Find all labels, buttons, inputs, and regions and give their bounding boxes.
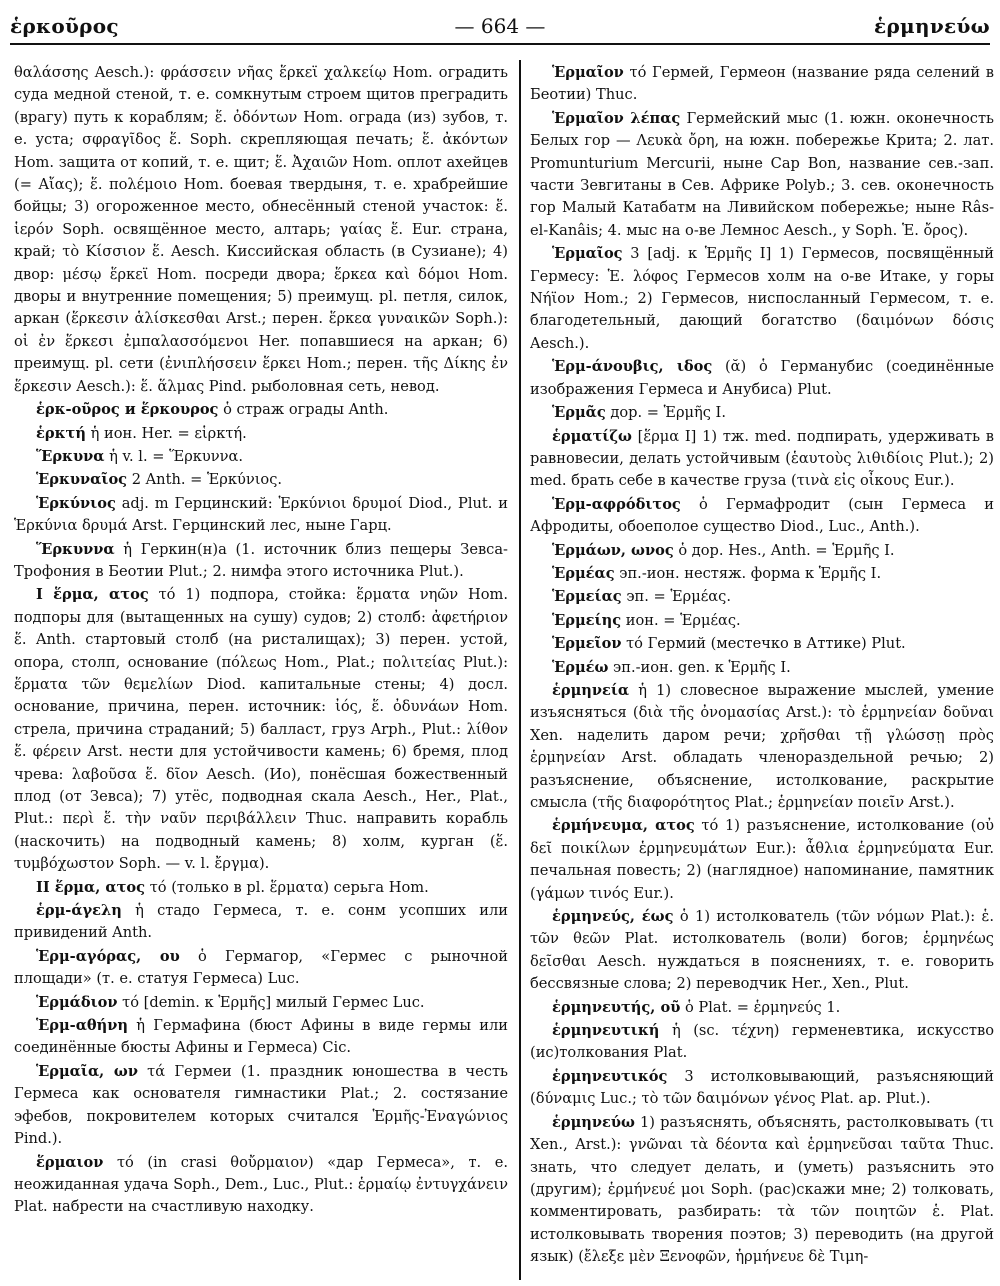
entry-definition: 3 истолковывающий, разъясняющий (δύναμις Luc.; τὸ τῶν δαιμόνων γένος Plat. ap. Plut.). (530, 1067, 994, 1108)
dictionary-entry (14, 1015, 508, 1060)
entry-lemma: ἑρμηνευτική (552, 1022, 660, 1040)
dictionary-entry (530, 563, 994, 585)
entry-definition: 2 Anth. = Ἑρκύνιος. (127, 471, 283, 489)
entry-definition: эп.-ион. нестяж. форма к Ἑρμῆς I. (614, 564, 882, 582)
page-number: — 664 — (454, 14, 546, 38)
entry-lemma: ἑρμηνευτικός (552, 1067, 668, 1085)
dictionary-entry (14, 1152, 508, 1219)
entry-definition: ὁ страж ограды Anth. (218, 401, 389, 419)
dictionary-entry (530, 906, 994, 996)
entry-definition: Гермейский мыс (1. южн. оконечность Белых гор — Λευκὰ ὄρη, на южн. побережье Крита; 2. лат. Promunturium Mercurii, ныне Cap Bon, название сев.-зап. части Зевгитаны в Сев. Африке Polyb.; 3. сев. оконечность гор Малый Катабатм на Ливийском побережье; ныне Râs-el-Kanâis; 4. мыс на о-ве Лемнос Aesch., у Soph. Ἑ. ὄρος). (530, 109, 994, 239)
dictionary-entry (530, 997, 994, 1019)
entry-definition: adj. m Герцинский: Ἑρκύνιοι δρυμοί Diod., Plut. и Ἑρκύνια δρυμά Arst. Герцинский лес, ныне Гарц. (14, 494, 508, 535)
entry-lemma: Ἑρμάων, ωνος (552, 541, 674, 559)
dictionary-entry (14, 493, 508, 538)
entry-definition: ἡ ион. Her. = εἱρκτή. (85, 424, 247, 442)
entry-definition: ἡ Геркин(н)а (1. источник близ пещеры Зевса-Трофония в Беотии Plut.; 2. нимфа этого источника Plut.). (14, 540, 508, 580)
entry-definition: τά Гермеи (1. праздник юношества в честь Гермеса как основателя гимнастики Plat.; 2. состязание эфебов, покровителем которых считался Ἑρμῆς-Ἐναγώνιος Pind.). (14, 1062, 508, 1148)
dictionary-entry (530, 815, 994, 905)
entry-definition: τό (in crasi θοὔρμαιον) «дар Гермеса», т. е. неожиданная удача Soph., Dem., Luc., Plut.: ἑρμαίῳ ἐντυγχάνειν Plat. набрести на счастливую находку. (14, 1153, 508, 1216)
entry-definition: ἡ Гермафина (бюст Афины в виде гермы или соединённые бюсты Афины и Гермеса) Cic. (14, 1017, 508, 1057)
header-rule (10, 43, 990, 45)
entry-definition: эп.-ион. gen. к Ἑρμῆς I. (608, 658, 791, 676)
entry-definition: τό (только в pl. ἕρματα) серьга Hom. (145, 878, 429, 896)
entry-lemma: ἑρμηνεύς, έως (552, 908, 674, 926)
entry-definition: τό [demin. к Ἑρμῆς] милый Гермес Luc. (117, 993, 425, 1011)
entry-lemma: Ἑρμ-αθήνη (36, 1017, 129, 1035)
entry-lemma: Ἕρκυνα (36, 447, 105, 465)
dictionary-entry (530, 402, 994, 424)
entry-lemma: ἑρκ-οῦρος и ἕρκουρος (36, 401, 219, 419)
dictionary-entry (530, 494, 994, 539)
right-column (530, 62, 994, 1280)
entry-lemma: ἑρμ-άγελη (36, 902, 122, 920)
dictionary-entry (530, 62, 994, 107)
entry-definition: ὁ Гермафродит (сын Гермеса и Афродиты, обоеполое существо Diod., Luc., Anth.). (530, 495, 994, 536)
dictionary-entry (530, 426, 994, 493)
dictionary-entry (14, 946, 508, 991)
entry-definition: [ἕρμα I] 1) тж. med. подпирать, удерживать в равновесии, делать устойчивым (ἑαυτοὺς λιθιδίοις Plut.); 2) med. брать себе в качестве груза (τινὰ εἰς οἶκους Eur.). (530, 427, 994, 490)
dictionary-entry (14, 584, 508, 875)
entry-definition: ἡ v. l. = Ἕρκυννα. (104, 447, 244, 465)
entry-definition: ὁ Plat. = ἑρμηνεύς 1. (680, 998, 841, 1016)
entry-definition: ἡ стадо Гермеса, т. е. сонм усопших или привидений Anth. (14, 902, 508, 942)
entry-lemma: I ἕρμα, ατος (36, 586, 149, 604)
entry-lemma: Ἑρμείης (552, 611, 622, 629)
entry-lemma: ἑρματίζω (552, 427, 632, 445)
dictionary-entry (530, 108, 994, 242)
entry-lemma: ἑρμηνεύω (552, 1113, 635, 1131)
dictionary-entry (530, 633, 994, 655)
entry-definition: θαλάσσης Aesch.): φράσσειν νῆας ἕρκεϊ χαλκείῳ Hom. оградить суда медной стеной, т. е. сомкнутым строем щитов преградить (врагу) путь к кораблям; ἕ. ὀδόντων Hom. ограда (из) зубов, т. е. уста; σφραγῖδος ἕ. Soph. скрепляющая печать; ἕ. ἀκόντων Hom. защита от копий, т. е. щит; ἕ. Ἀχαιῶν Hom. оплот ахейцев (= Αἴας); ἕ. πολέμοιο Hom. боевая твердыня, т. е. храбрейшие бойцы; 3) огороженное место, обнесённый стеной участок: ἕ. ἱερόν Soph. освящённое место, алтарь; γαίας ἕ. Eur. страна, край; τὸ Κίσσιον ἕ. Aesch. Киссийская область (в Сузиане); 4) двор: μέσῳ ἕρκεϊ Hom. посреди двора; ἕρκεα καὶ δόμοι Hom. дворы и внутренние помещения; 5) преимущ. pl. петля, силок, аркан (ἕρκεσιν ἁλίσκεσθαι Arst.; перен. ἕρκεα γυναικῶν Soph.): οἱ ἐν ἕρκεσι ἐμπαλασσόμενοι Her. попавшиеся на аркан; 6) преимущ. pl. сети (ἐνιπλήσσειν ἕρκει Hom.; перен. τῆς Δίκης ἐν ἕρκεσιν Aesch.): ἕ. ἅλμας Pind. рыболовная сеть, невод. (14, 64, 508, 395)
entry-lemma: Ἑρμαῖα, ων (36, 1062, 138, 1080)
left-running-headword: ἑρκοῦρος (10, 14, 119, 38)
dictionary-entry (14, 469, 508, 491)
entry-lemma: Ἑρμαῖον λέπας (552, 109, 681, 127)
dictionary-entry (14, 1061, 508, 1151)
right-running-headword: ἑρμηνεύω (874, 14, 990, 38)
dictionary-entry (14, 877, 508, 899)
dictionary-entry (14, 446, 508, 468)
entry-lemma: ἑρκτή (36, 424, 86, 442)
dictionary-entry (530, 1066, 994, 1111)
entry-lemma: Ἑρμᾶς (552, 404, 606, 422)
entry-lemma: Ἑρκυναῖος (36, 471, 128, 489)
dictionary-entry (14, 539, 508, 584)
entry-lemma: Ἑρμαῖος (552, 245, 623, 263)
entry-definition: τό 1) разъяснение, истолкование (οὐ δεῖ ποικίλων ἑρμηνευμάτων Eur.): ἆθλια ἑρμηνεύματα Eur. печальная повесть; 2) (наглядное) напоминание, памятник (γάμων τινός Eur.). (530, 817, 994, 902)
entry-definition: (ᾰ) ὁ Германубис (соединённые изображения Гермеса и Анубиса) Plut. (530, 358, 994, 398)
dictionary-entry (530, 657, 994, 679)
dictionary-entry (14, 992, 508, 1014)
entry-lemma: ἑρμηνευτής, οῦ (552, 998, 681, 1016)
entry-definition: эп. = Ἑρμέας. (621, 588, 731, 606)
entry-lemma: Ἑρμεῖον (552, 635, 622, 653)
dictionary-entry (530, 586, 994, 608)
dictionary-entry (14, 399, 508, 421)
entry-definition: ὁ 1) истолкователь (τῶν νόμων Plat.): ἑ. τῶν θεῶν Plat. истолкователь (воли) богов; ἑρμηνέως δεῖσθαι Aesch. нуждаться в пояснениях, т. е. говорить бессвязные слова; 2) переводчик Her., Xen., Plut. (530, 908, 994, 993)
entry-lemma: Ἑρμέας (552, 564, 615, 582)
dictionary-entry (14, 900, 508, 945)
entry-lemma: Ἑρμείας (552, 588, 622, 606)
dictionary-entry (530, 1112, 994, 1269)
dictionary-entry (530, 540, 994, 562)
dictionary-entry (530, 356, 994, 401)
entry-definition: τό 1) подпора, стойка: ἕρματα νηῶν Hom. подпоры для (вытащенных на сушу) судов; 2) столб: ἀφετήριον ἕ. Anth. стартовый столб (на ристалищах); 3) перен. устой, опора, столп, основание (πόλεως Hom., Plat.; πολιτείας Plut.): ἕρματα τῶν θεμελίων Diod. капитальные стены; 4) досл. основание, причина, перен. источник: ἰός, ἕ. ὀδυνάων Hom. стрела, причина страданий; 5) балласт, груз Arph., Plut.: λίθον ἕ. φέρειν Arst. нести для устойчивости камень; 6) бремя, плод чрева: λαβοῦσα ἕ. δῖον Aesch. (Ио), понёсшая божественный плод (от Зевса); 7) утёс, подводная скала Aesch., Her., Plat., Plut.: περὶ ἕ. τὴν ναῦν περιβάλλειν Thuc. направить корабль (наскочить) на подводный камень; 8) холм, курган (ἕ. τυμβόχωστον Soph. — v. l. ἔργμα). (14, 586, 508, 873)
entry-lemma: Ἑρμάδιον (36, 993, 118, 1011)
page-header (10, 10, 990, 40)
entry-lemma: ἑρμήνευμα, ατος (552, 817, 695, 835)
entry-definition: 3 [adj. к Ἑρμῆς I] 1) Гермесов, посвящённый Гермесу: Ἑ. λόφος Гермесов холм на о-ве Итаке, у горы Νήϊον Hom.; 2) Гермесов, ниспосланный Гермесом, т. е. благодетельный, дающий богатство (δαιμόνων δόσις Aesch.). (530, 245, 994, 352)
entry-definition: дор. = Ἑρμῆς I. (605, 404, 726, 422)
entry-lemma: ἑρμηνεία (552, 681, 630, 699)
dictionary-entry (530, 680, 994, 814)
entry-lemma: Ἑρμέω (552, 658, 609, 676)
dictionary-entry (14, 423, 508, 445)
entry-definition: 1) разъяснять, объяснять, растолковывать (τι Xen., Arst.): γνῶναι τὰ δέοντα καὶ ἑρμηνεῦσαι ταῦτα Thuc. знать, что следует делать, и (уметь) разъяснить это (другим); ἑρμήνευέ μοι Soph. (рас)скажи мне; 2) толковать, комментировать, разбирать: τὰ τῶν ποιητῶν ἑ. Plat. истолковывать творения поэтов; 3) переводить (на другой язык) (ἔλεξε μὲν Ξενοφῶν, ἡρμήνευε δὲ Τιμη- (530, 1113, 994, 1266)
entry-lemma: II ἕρμα, ατος (36, 878, 146, 896)
entry-definition: ион. = Ἑρμέας. (621, 611, 741, 629)
entry-definition: τό Гермей, Гермеон (название ряда селений в Беотии) Thuc. (530, 64, 994, 104)
entry-lemma: Ἑρμ-αγόρας, ου (36, 947, 180, 965)
entry-definition: ἡ (sc. τέχνη) герменевтика, искусство (ис)толкования Plat. (530, 1022, 994, 1062)
dictionary-entry (14, 62, 508, 398)
entry-lemma: Ἑρμαῖον (552, 64, 624, 81)
entry-definition: ὁ дор. Hes., Anth. = Ἑρμῆς I. (673, 541, 895, 559)
entry-lemma: Ἕρκυννα (36, 540, 115, 558)
entry-definition: τό Гермий (местечко в Аттике) Plut. (621, 635, 906, 653)
dictionary-entry (530, 243, 994, 355)
entry-lemma: ἕρμαιον (36, 1153, 104, 1171)
entry-lemma: Ἑρμ-άνουβις, ιδος (552, 358, 713, 376)
left-column (14, 62, 508, 1280)
entry-definition: ὁ Гермагор, «Гермес с рыночной площади» (т. е. статуя Гермеса) Luc. (14, 947, 508, 988)
column-divider (519, 60, 521, 1280)
dictionary-entry (530, 1020, 994, 1065)
entry-lemma: Ἑρκύνιος (36, 494, 116, 512)
entry-lemma: Ἑρμ-αφρόδιτος (552, 495, 681, 513)
dictionary-entry (530, 610, 994, 632)
entry-definition: ἡ 1) словесное выражение мыслей, умение изъясняться (διὰ τῆς ὀνομασίας Arst.): τὸ ἑρμηνείαν δοῦναι Xen. наделить даром речи; χρῆσθαι τῇ γλώσσῃ πρὸς ἑρμηνείαν Arst. обладать членораздельной речью; 2) разъяснение, объяснение, истолкование, раскрытие смысла (τῆς διαφορότητος Plat.; ἑρμηνείαν ποιεῖν Arst.). (530, 681, 994, 811)
